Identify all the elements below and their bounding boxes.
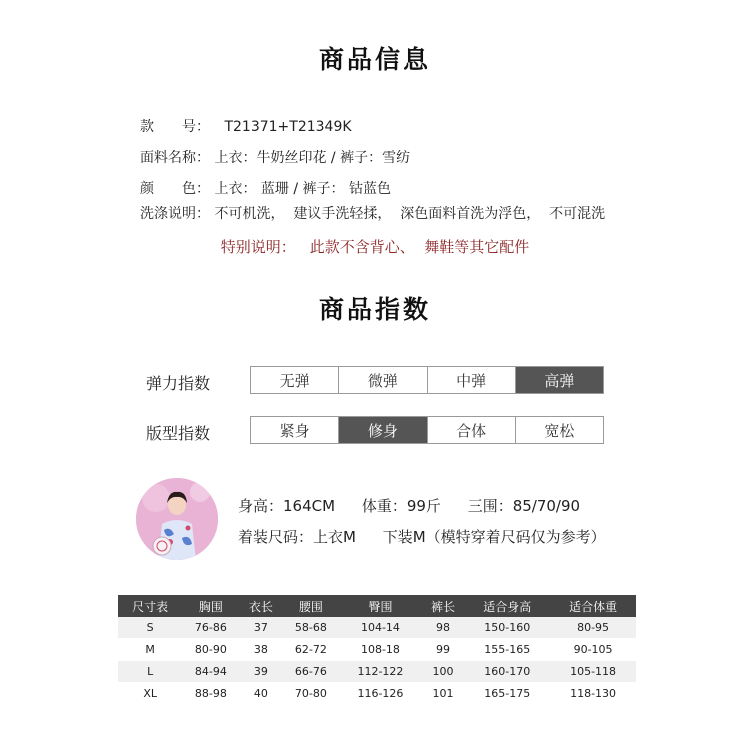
table-cell: 38	[239, 639, 282, 661]
info-label: 面料名称：	[140, 150, 210, 166]
table-cell: 118-130	[550, 683, 636, 705]
special-note-value: 此款不含背心、 舞鞋等其它配件	[309, 238, 530, 256]
info-label: 款 号：	[140, 119, 210, 135]
table-cell: 80-95	[550, 617, 636, 639]
info-value: 上衣：牛奶丝印花 / 裤子：雪纺	[214, 150, 411, 166]
product-index-title: 商品指数	[318, 295, 431, 324]
model-stats	[238, 495, 602, 516]
table-cell: 108-18	[339, 639, 421, 661]
model-avatar	[136, 478, 218, 560]
table-cell: 39	[239, 661, 282, 683]
table-cell: 104-14	[339, 617, 421, 639]
info-value: 不可机洗， 建议手洗轻揉， 深色面料首洗为浮色， 不可混洗	[214, 206, 606, 222]
model-weight: 体重：99斤	[361, 497, 441, 515]
table-cell: 37	[239, 617, 282, 639]
size-table	[118, 595, 636, 705]
info-value: 上衣： 蓝珊 / 裤子： 钴蓝色	[214, 181, 391, 197]
info-row-washing	[140, 203, 605, 223]
model-height: 身高：164CM	[238, 497, 336, 515]
header-cell: 胸围	[182, 595, 239, 617]
elasticity-option: 中弹	[428, 367, 516, 393]
table-cell: 98	[422, 617, 465, 639]
table-row	[118, 639, 636, 661]
fit-option: 紧身	[251, 417, 339, 443]
model-bottom-size: 下装M（模特穿着尺码仅为参考）	[382, 528, 606, 546]
table-cell: XL	[118, 683, 182, 705]
header-cell: 腰围	[282, 595, 339, 617]
table-cell: 76-86	[182, 617, 239, 639]
fit-scale	[250, 416, 604, 444]
product-info-title: 商品信息	[318, 45, 431, 74]
table-cell: 150-160	[464, 617, 550, 639]
elasticity-option: 无弹	[251, 367, 339, 393]
table-row	[118, 617, 636, 639]
model-top-size: 着装尺码：上衣M	[238, 528, 356, 546]
table-cell: 40	[239, 683, 282, 705]
fit-option: 宽松	[544, 421, 575, 440]
info-row-style-number	[140, 116, 352, 136]
table-cell: 105-118	[550, 661, 636, 683]
elasticity-option-selected: 高弹	[516, 367, 603, 393]
table-cell: 58-68	[282, 617, 339, 639]
table-cell: 165-175	[464, 683, 550, 705]
table-cell: 62-72	[282, 639, 339, 661]
fit-option-selected: 修身	[339, 417, 427, 443]
header-cell: 衣长	[239, 595, 282, 617]
size-table-header	[118, 595, 636, 617]
table-cell: S	[118, 617, 182, 639]
header-cell: 适合身高	[464, 595, 550, 617]
table-cell: 80-90	[182, 639, 239, 661]
elasticity-scale	[250, 366, 604, 394]
model-measurements: 三围：85/70/90	[467, 497, 581, 515]
info-row-fabric	[140, 147, 410, 167]
info-row-color	[140, 178, 391, 198]
header-cell: 臀围	[339, 595, 421, 617]
table-cell: 84-94	[182, 661, 239, 683]
info-label: 洗涤说明：	[140, 206, 210, 222]
table-cell: L	[118, 661, 182, 683]
table-cell: 66-76	[282, 661, 339, 683]
table-cell: 101	[422, 683, 465, 705]
info-label: 颜 色：	[140, 181, 210, 197]
table-cell: 100	[422, 661, 465, 683]
header-cell: 尺寸表	[118, 595, 182, 617]
header-cell: 适合体重	[550, 595, 636, 617]
model-wearing	[238, 526, 628, 547]
table-cell: 70-80	[282, 683, 339, 705]
info-value: T21371+T21349K	[224, 119, 352, 135]
table-cell: 160-170	[464, 661, 550, 683]
table-cell: 112-122	[339, 661, 421, 683]
special-note	[0, 236, 750, 257]
table-cell: M	[118, 639, 182, 661]
table-cell: 155-165	[464, 639, 550, 661]
table-cell: 90-105	[550, 639, 636, 661]
table-cell: 116-126	[339, 683, 421, 705]
fit-option: 合体	[428, 417, 516, 443]
table-cell: 88-98	[182, 683, 239, 705]
elasticity-label: 弹力指数	[146, 374, 211, 393]
table-row	[118, 683, 636, 705]
fit-label: 版型指数	[146, 424, 211, 443]
model-photo-illustration	[136, 478, 218, 560]
special-note-label: 特别说明：	[220, 238, 296, 256]
table-row	[118, 661, 636, 683]
header-cell: 裤长	[422, 595, 465, 617]
elasticity-option: 微弹	[339, 367, 427, 393]
table-cell: 99	[422, 639, 465, 661]
